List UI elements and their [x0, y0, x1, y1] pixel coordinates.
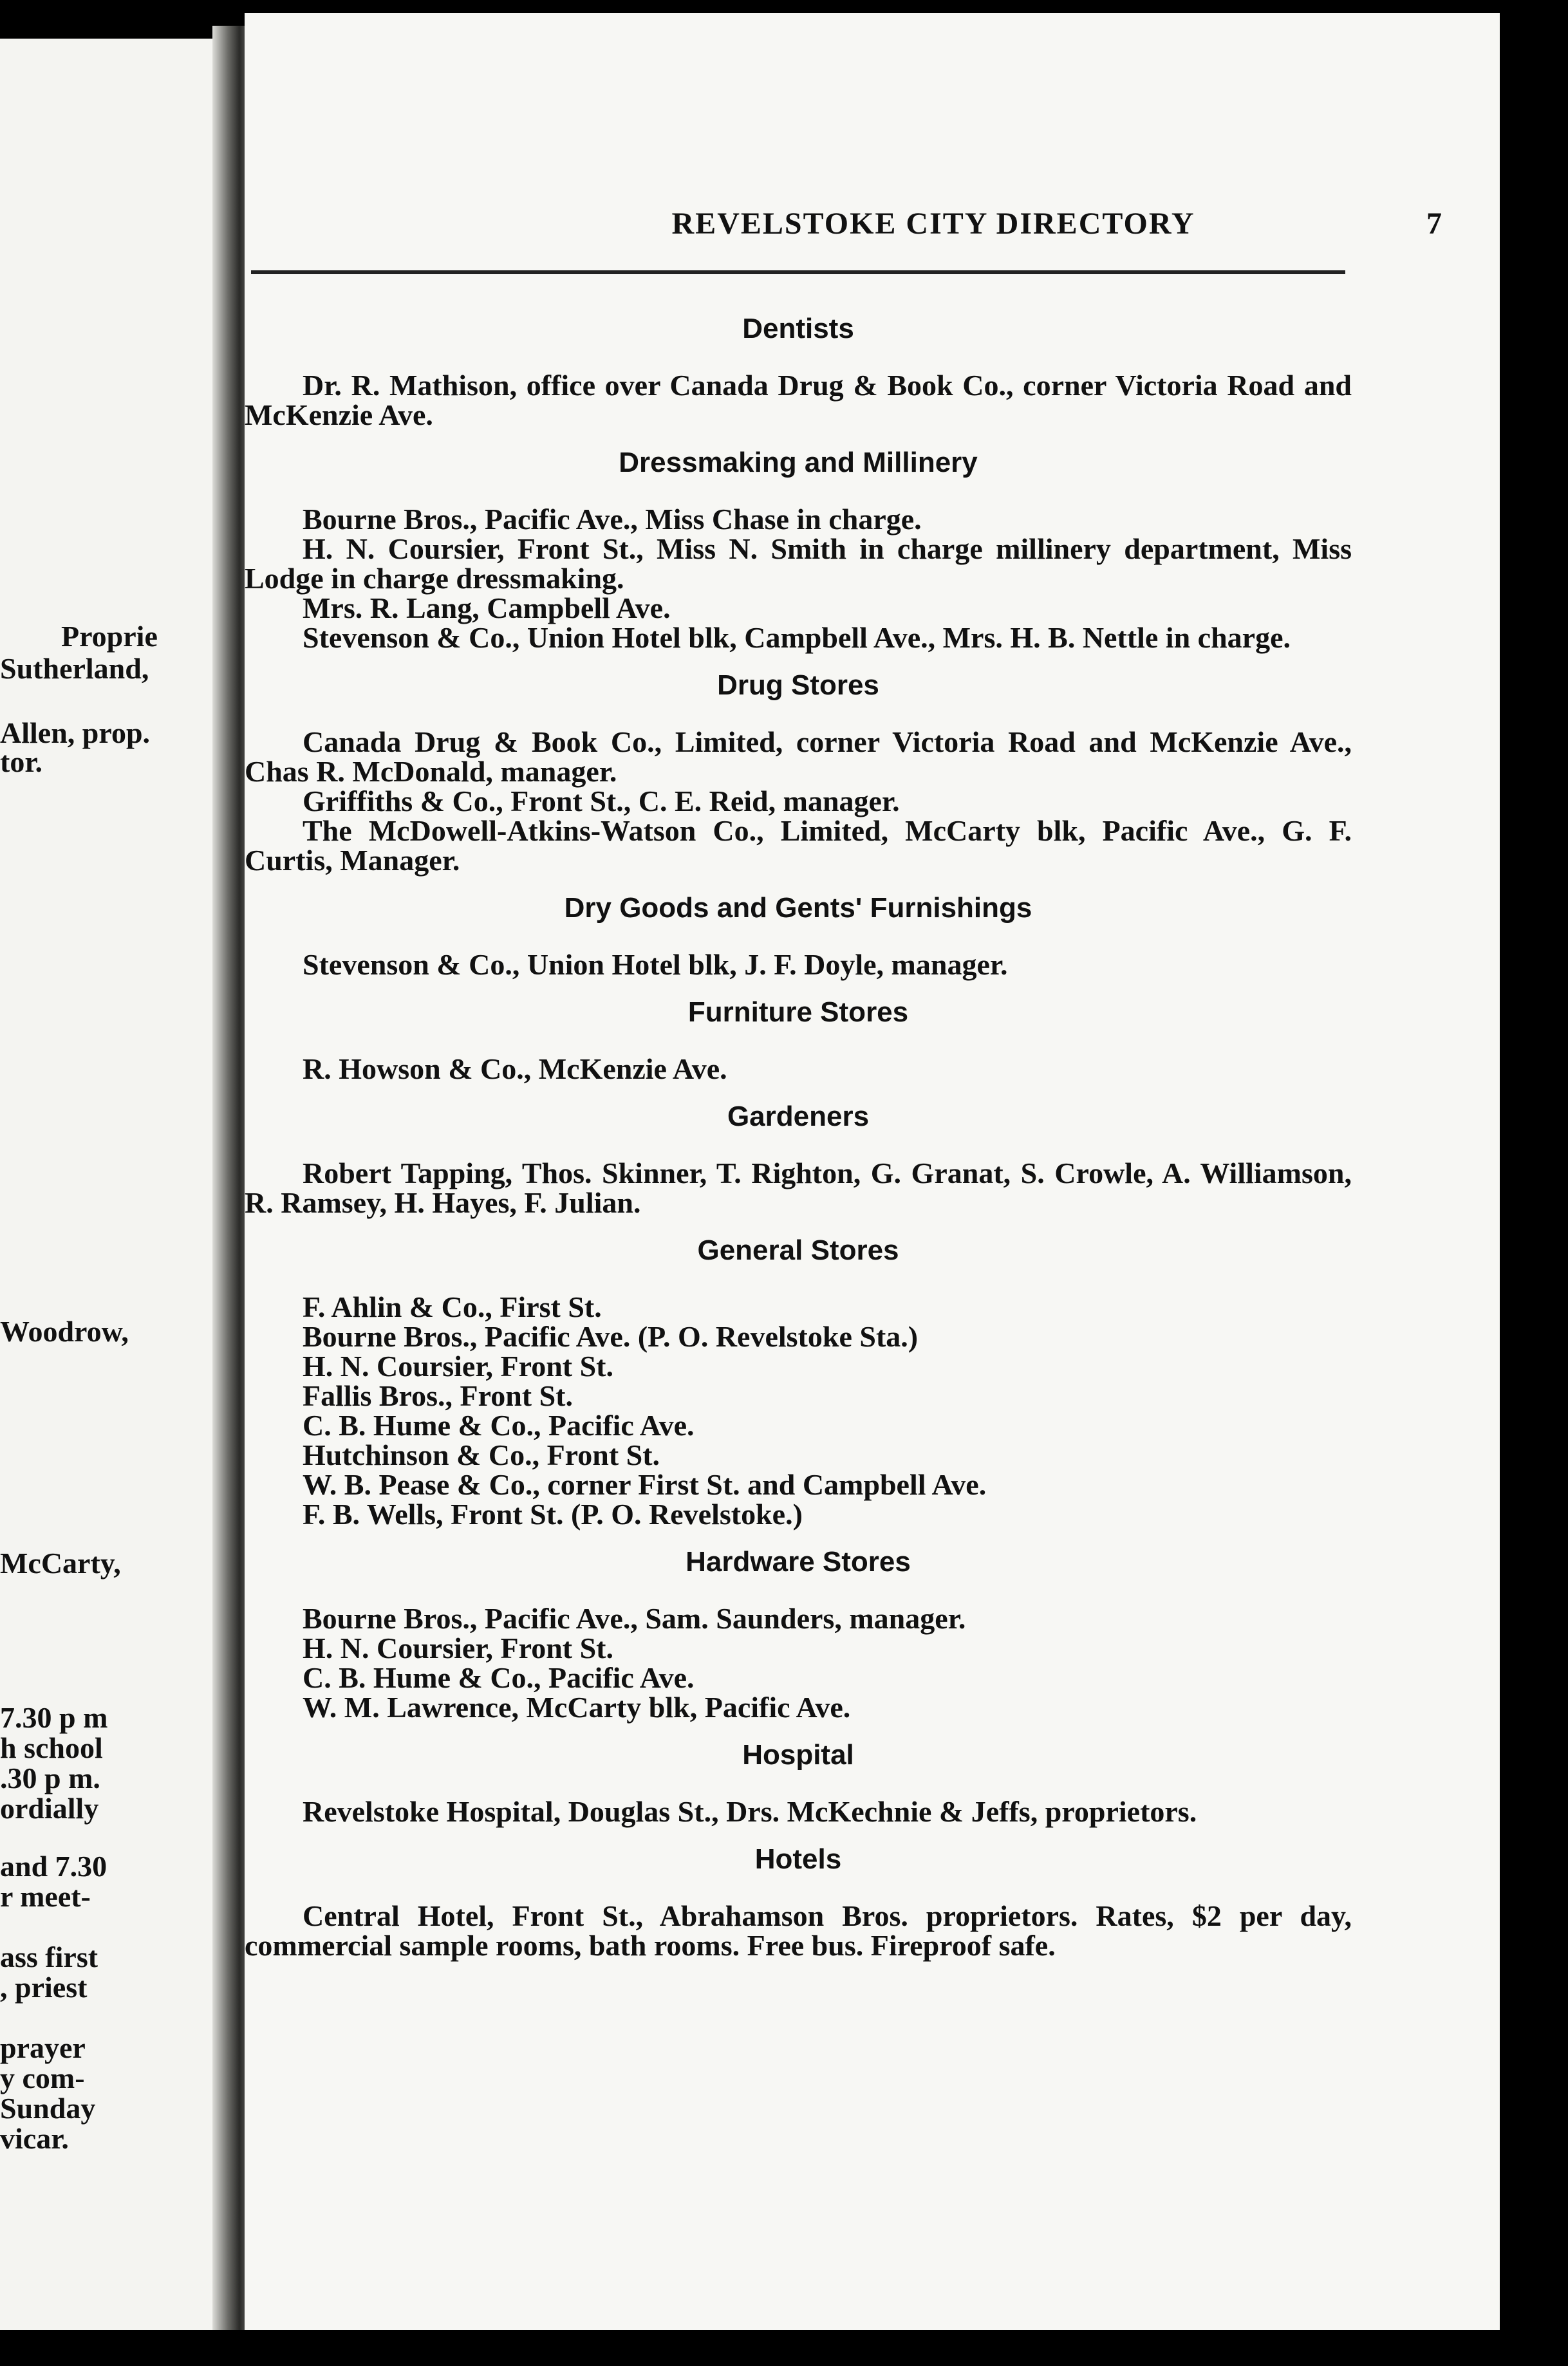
left-fragment: Sutherland,	[0, 652, 149, 685]
directory-entry: W. M. Lawrence, McCarty blk, Pacific Ave.	[303, 1691, 851, 1724]
left-fragment: h school	[0, 1731, 103, 1764]
scan-border-right	[1500, 0, 1568, 2366]
directory-entry: Bourne Bros., Pacific Ave., Miss Chase in charge.	[303, 503, 922, 536]
page-number: 7	[1426, 207, 1442, 241]
page-content	[245, 13, 1506, 2343]
section-heading: Drug Stores	[717, 669, 879, 701]
directory-entry: H. N. Coursier, Front St.	[303, 1632, 613, 1664]
left-fragment: Sunday	[0, 2092, 96, 2125]
left-fragment: , priest	[0, 1971, 88, 2004]
directory-entry: Robert Tapping, Thos. Skinner, T. Righton, G. Granat, S. Crowle, A. Williamson, R. Ramsey, H. Hayes, F. Julian.	[245, 1157, 1352, 1219]
directory-entry: C. B. Hume & Co., Pacific Ave.	[303, 1661, 695, 1694]
directory-page	[245, 13, 1506, 2343]
directory-entry: H. N. Coursier, Front St.	[303, 1350, 613, 1383]
directory-entry: Revelstoke Hospital, Douglas St., Drs. McKechnie & Jeffs, proprietors.	[303, 1795, 1197, 1828]
directory-entry: The McDowell-Atkins-Watson Co., Limited, McCarty blk, Pacific Ave., G. F. Curtis, Manager.	[245, 814, 1352, 877]
directory-body	[245, 296, 1352, 1961]
directory-entry: Mrs. R. Lang, Campbell Ave.	[303, 592, 671, 624]
left-fragment: 7.30 p m	[0, 1701, 108, 1734]
left-fragment: .30 p m.	[0, 1762, 100, 1794]
directory-entry: Bourne Bros., Pacific Ave., Sam. Saunders, manager.	[303, 1602, 966, 1635]
directory-entry: Stevenson & Co., Union Hotel blk, Campbell Ave., Mrs. H. B. Nettle in charge.	[303, 621, 1291, 654]
section-heading: Dry Goods and Gents' Furnishings	[564, 892, 1032, 924]
left-fragment: r meet-	[0, 1880, 91, 1913]
left-fragment: Proprie	[61, 620, 158, 653]
section-heading: Gardeners	[727, 1101, 870, 1132]
directory-entry: Central Hotel, Front St., Abrahamson Bros. proprietors. Rates, $2 per day, commercial sample rooms, bath rooms. Free bus. Fireproof safe.	[245, 1899, 1352, 1962]
section-heading: General Stores	[697, 1234, 899, 1266]
running-head: REVELSTOKE CITY DIRECTORY	[671, 207, 1195, 241]
section-heading: Dressmaking and Millinery	[619, 447, 978, 478]
left-fragment: prayer	[0, 2031, 86, 2064]
section-heading: Hardware Stores	[686, 1546, 911, 1578]
directory-entry: Canada Drug & Book Co., Limited, corner Victoria Road and McKenzie Ave., Chas R. McDonald, manager.	[245, 725, 1352, 788]
left-fragment: tor.	[0, 745, 43, 778]
directory-entry: Hutchinson & Co., Front St.	[303, 1439, 660, 1471]
directory-entry: W. B. Pease & Co., corner First St. and Campbell Ave.	[303, 1468, 987, 1501]
section-heading: Hospital	[742, 1739, 854, 1771]
directory-entry: C. B. Hume & Co., Pacific Ave.	[303, 1409, 695, 1442]
scan-border-bottom	[0, 2330, 1568, 2366]
left-fragment: and 7.30	[0, 1850, 107, 1883]
section-heading: Dentists	[742, 313, 854, 344]
directory-entry: F. Ahlin & Co., First St.	[303, 1290, 602, 1323]
directory-entry: F. B. Wells, Front St. (P. O. Revelstoke.)	[303, 1498, 803, 1531]
left-fragment: McCarty,	[0, 1547, 121, 1579]
facing-page-fragment	[0, 39, 238, 2330]
directory-entry: Stevenson & Co., Union Hotel blk, J. F. Doyle, manager.	[303, 948, 1008, 981]
left-fragment: Woodrow,	[0, 1315, 129, 1348]
directory-entry: H. N. Coursier, Front St., Miss N. Smith in charge millinery department, Miss Lodge in charge dressmaking.	[245, 532, 1352, 595]
left-fragment: y com-	[0, 2062, 85, 2094]
left-fragment: ordially	[0, 1792, 99, 1825]
section-heading: Furniture Stores	[687, 996, 909, 1028]
directory-entry: Dr. R. Mathison, office over Canada Drug & Book Co., corner Victoria Road and McKenzie Ave.	[245, 369, 1352, 431]
left-fragment: ass first	[0, 1941, 98, 1973]
directory-entry: Fallis Bros., Front St.	[303, 1379, 573, 1412]
left-fragment: Allen, prop.	[0, 716, 151, 749]
directory-entry: Griffiths & Co., Front St., C. E. Reid, manager.	[303, 785, 900, 817]
left-fragment: vicar.	[0, 2122, 69, 2155]
section-heading: Hotels	[754, 1843, 842, 1875]
directory-entry: R. Howson & Co., McKenzie Ave.	[303, 1052, 727, 1085]
directory-entry: Bourne Bros., Pacific Ave. (P. O. Revelstoke Sta.)	[303, 1320, 919, 1353]
header-rule	[251, 270, 1345, 274]
